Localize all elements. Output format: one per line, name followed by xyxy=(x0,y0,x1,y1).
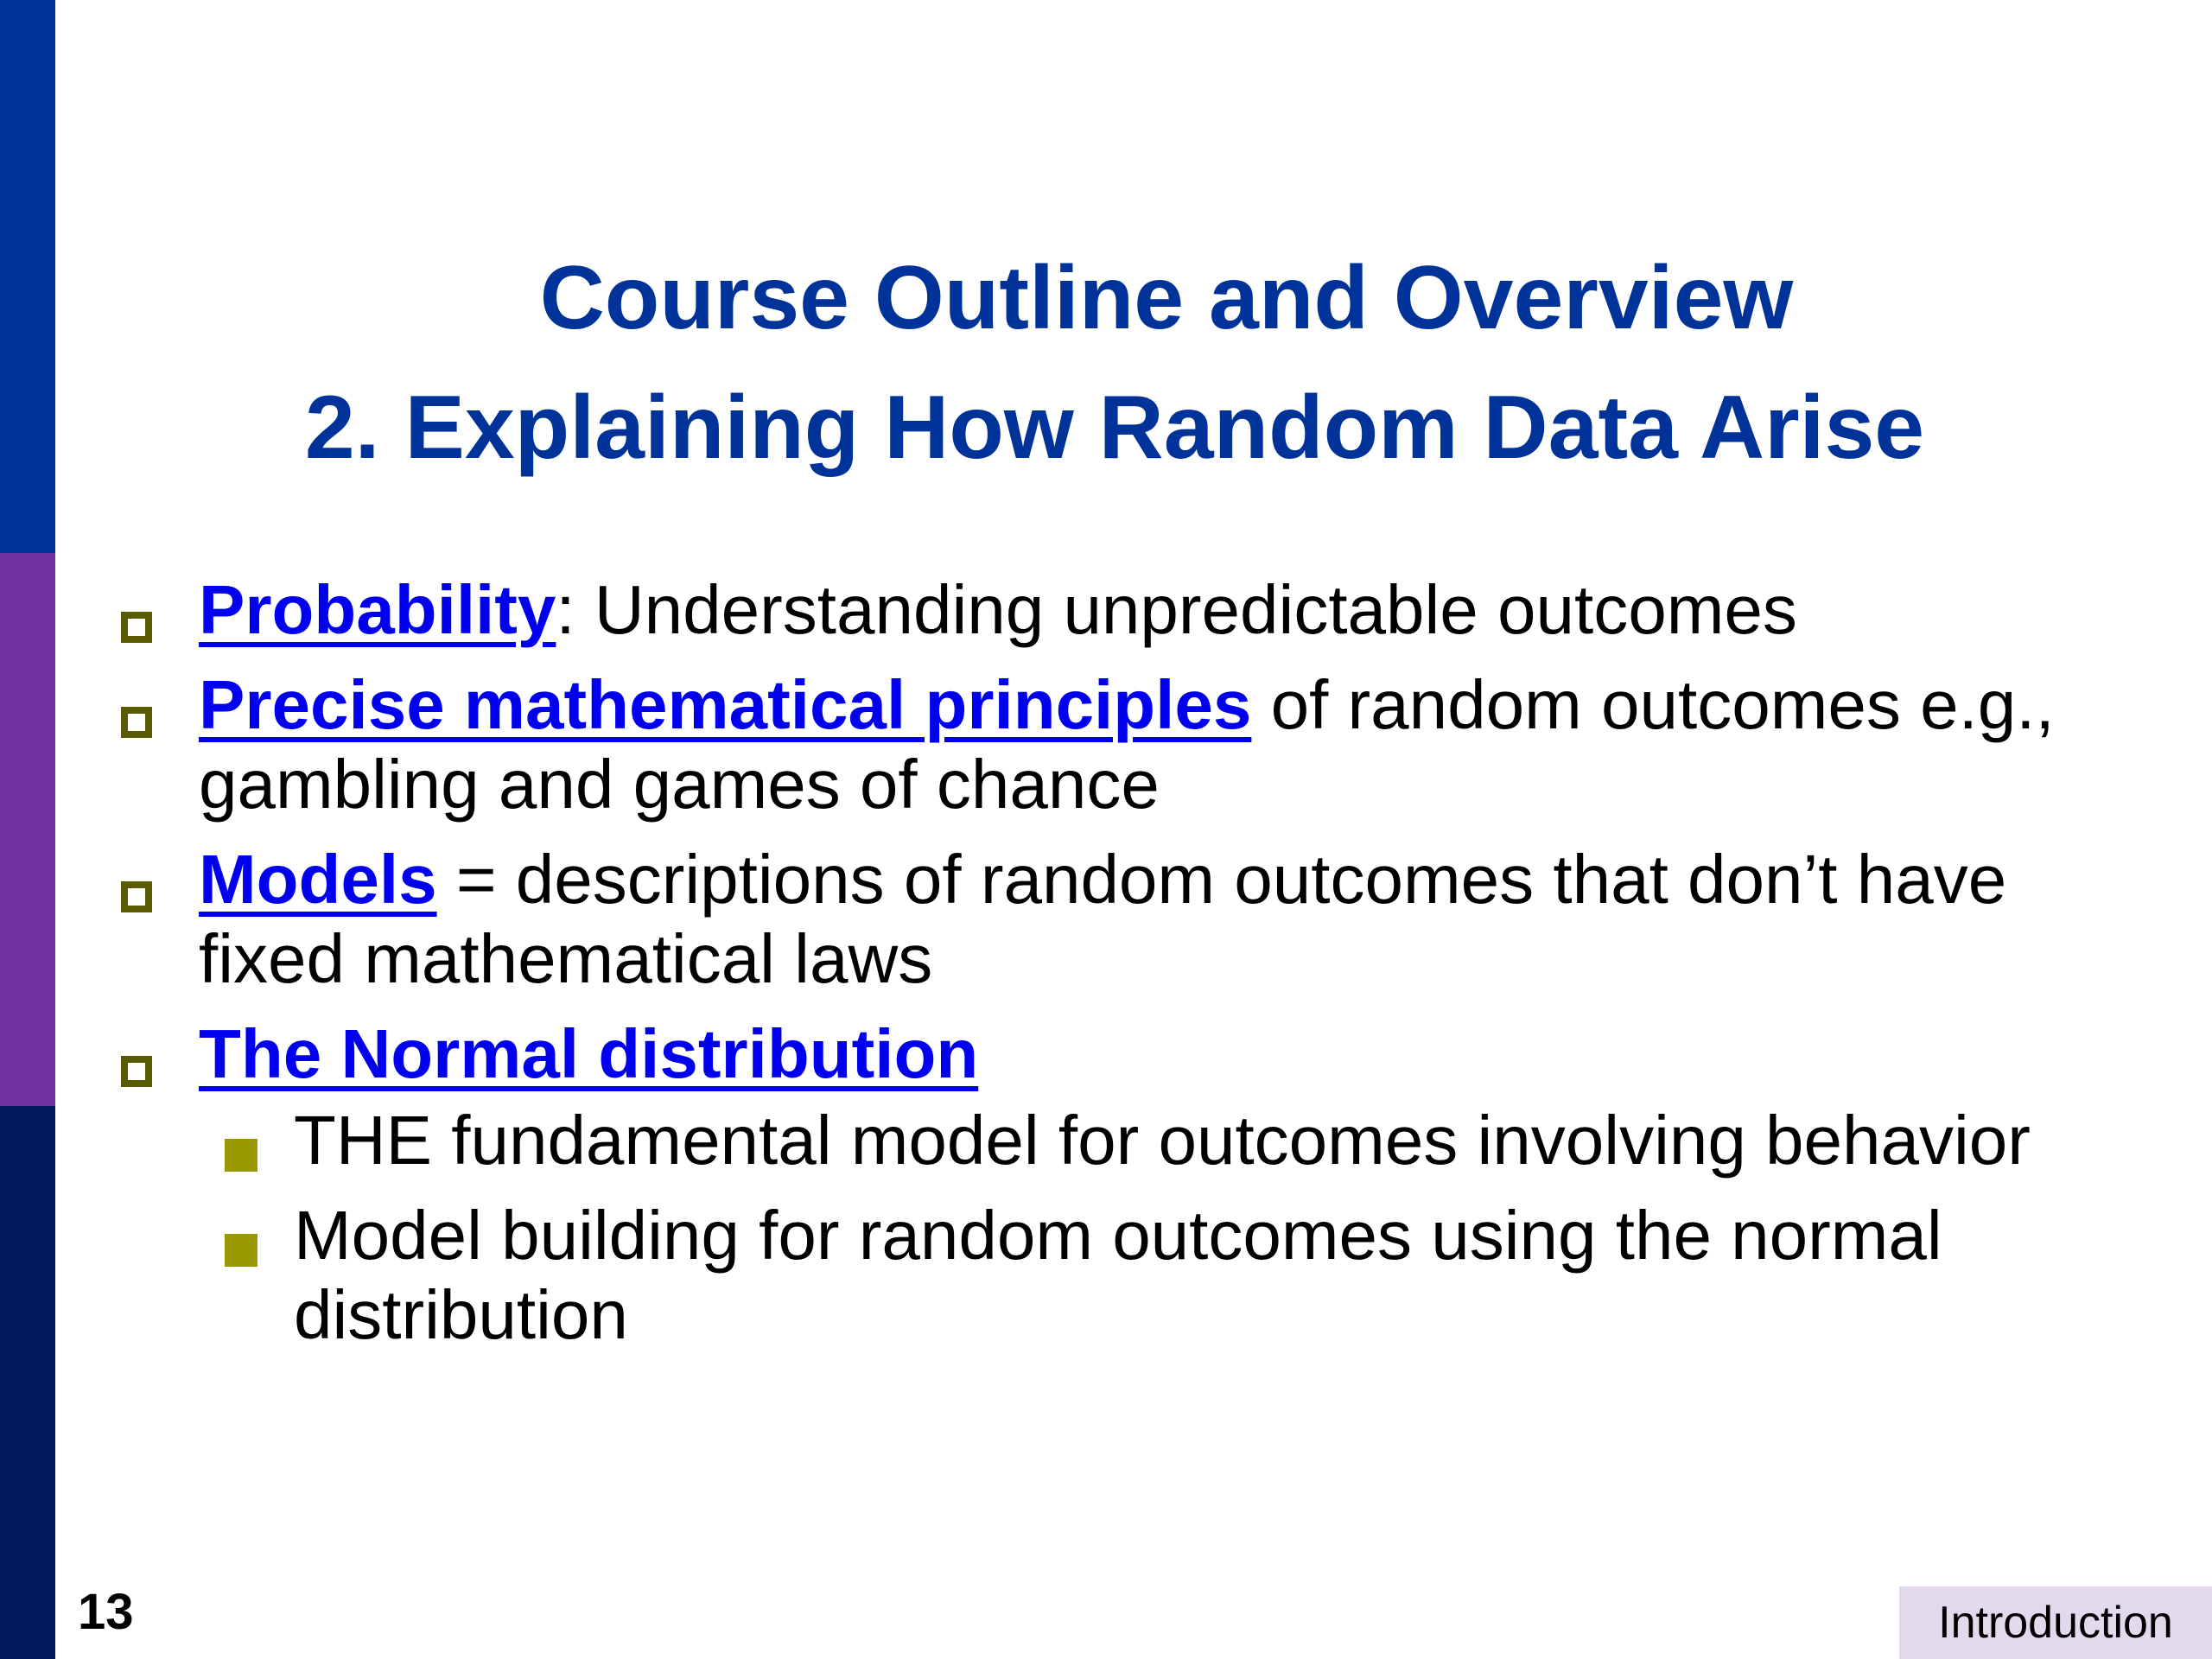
footer-section-label: Introduction xyxy=(1899,1586,2212,1659)
bullet-text: = descriptions of random outcomes that don’t have fixed mathematical laws xyxy=(199,841,2007,997)
side-bar-blue xyxy=(0,0,55,553)
normal-distribution-link[interactable]: The Normal distribution xyxy=(199,1015,979,1092)
precise-principles-link[interactable]: Precise mathematical principles xyxy=(199,666,1252,743)
sub-bullet-text: Model building for random outcomes using the normal distribution xyxy=(294,1197,1942,1353)
sub-bullet-list xyxy=(199,1101,2100,1355)
bullet-list xyxy=(112,570,2100,1370)
side-bar-purple xyxy=(0,553,55,1106)
sub-bullet-item xyxy=(199,1101,2100,1180)
side-bar-navy xyxy=(0,1106,55,1659)
models-link[interactable]: Models xyxy=(199,841,437,918)
hollow-square-bullet-icon xyxy=(121,881,152,912)
hollow-square-bullet-icon xyxy=(121,707,152,738)
bullet-item xyxy=(112,840,2100,999)
hollow-square-bullet-icon xyxy=(121,612,152,643)
hollow-square-bullet-icon xyxy=(121,1056,152,1087)
bullet-item xyxy=(112,665,2100,824)
sub-bullet-text: THE fundamental model for outcomes involving behavior xyxy=(294,1102,2031,1179)
filled-square-bullet-icon xyxy=(225,1139,257,1172)
slide-title: Course Outline and Overview xyxy=(539,248,1794,348)
slide-subtitle: 2. Explaining How Random Data Arise xyxy=(304,378,1925,478)
bullet-item xyxy=(112,1014,2100,1355)
filled-square-bullet-icon xyxy=(225,1234,257,1267)
bullet-text: of random outcomes e.g., gambling and games of chance xyxy=(199,666,2055,823)
sub-bullet-item xyxy=(199,1196,2100,1355)
bullet-item xyxy=(112,570,2100,650)
page-number: 13 xyxy=(78,1584,134,1640)
probability-link[interactable]: Probability xyxy=(199,571,556,648)
bullet-text: : Understanding unpredictable outcomes xyxy=(556,571,1797,648)
